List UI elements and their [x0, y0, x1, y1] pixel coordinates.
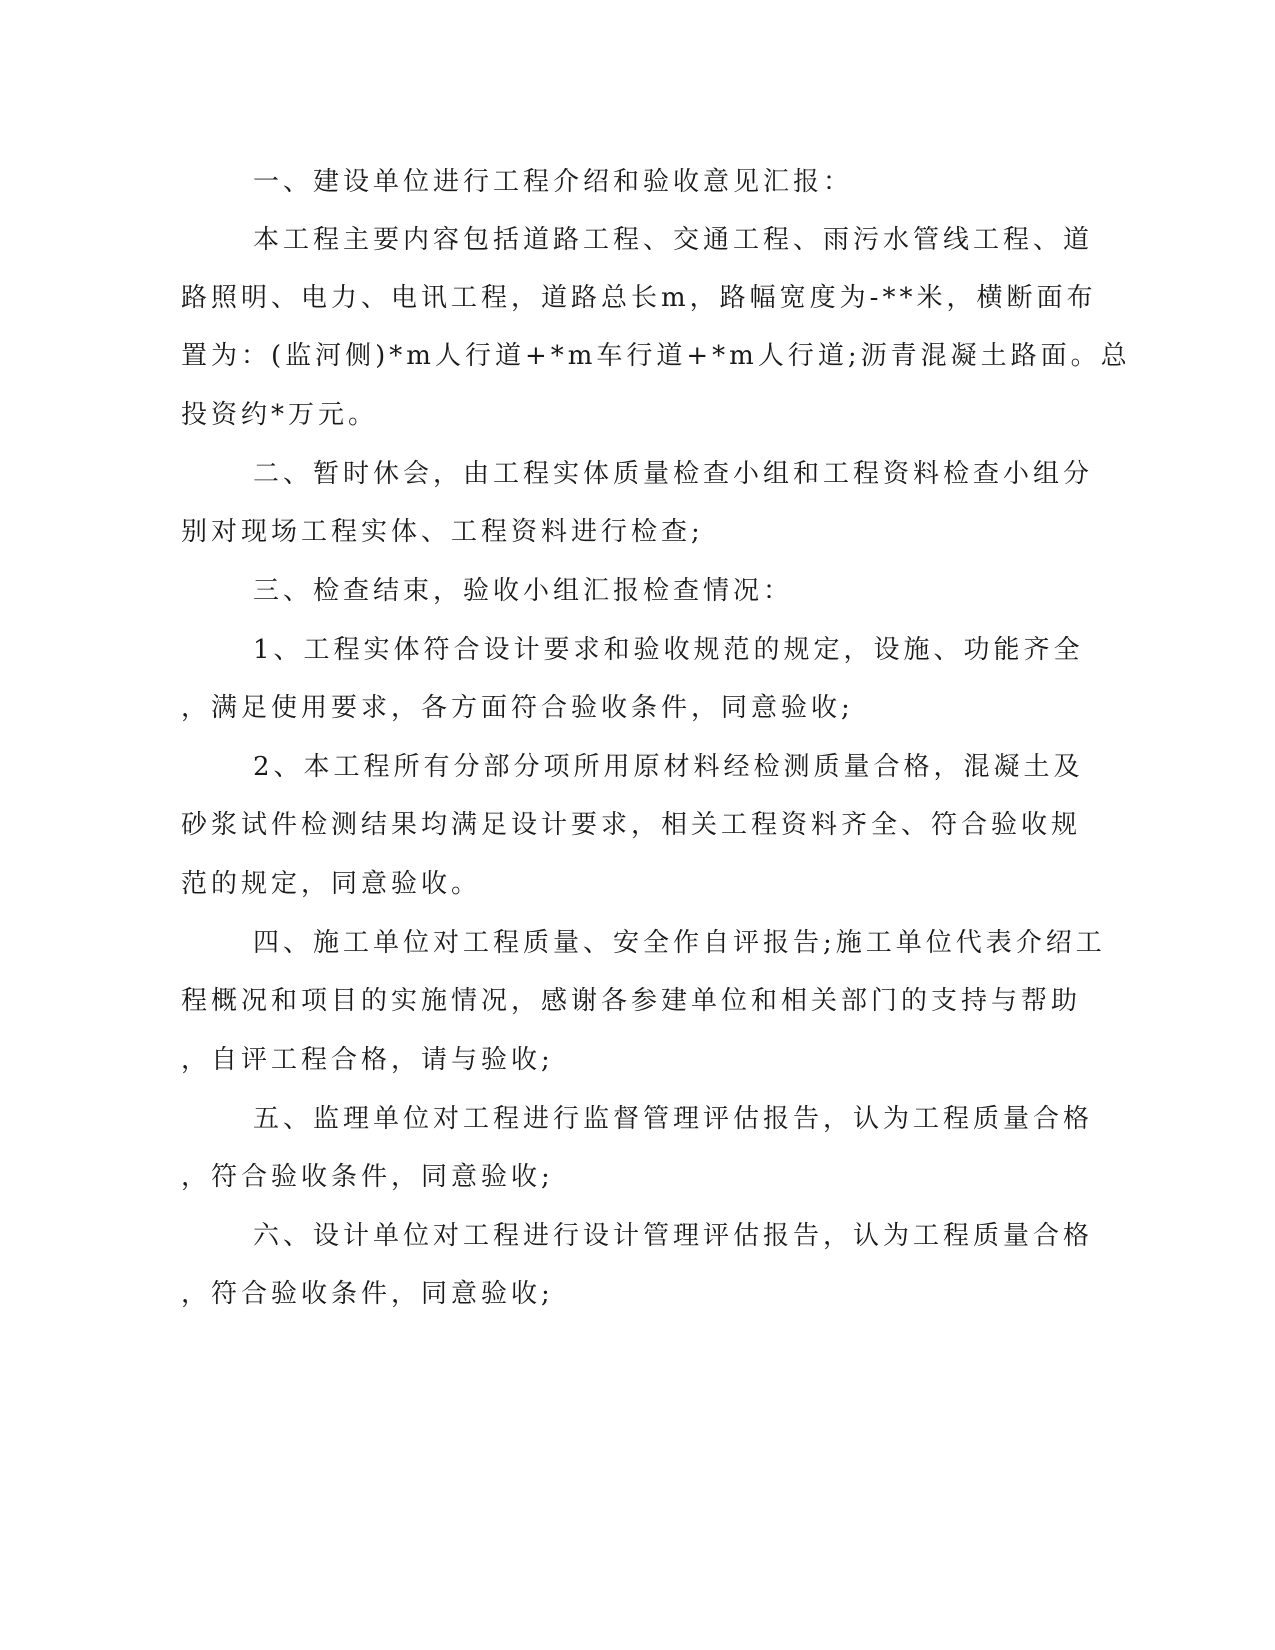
text-line: 1、工程实体符合设计要求和验收规范的规定，设施、功能齐全 [253, 635, 1084, 665]
text-line: 五、监理单位对工程进行监督管理评估报告，认为工程质量合格 [253, 1104, 1094, 1134]
text-line: 本工程主要内容包括道路工程、交通工程、雨污水管线工程、道 [253, 225, 1094, 255]
text-line: ，自评工程合格，请与验收; [181, 1045, 554, 1075]
text-line: 置为：(监河侧)*m人行道+*m车行道+*m人行道;沥青混凝土路面。总 [181, 341, 1131, 371]
text-line: 2、本工程所有分部分项所用原材料经检测质量合格，混凝土及 [253, 752, 1084, 782]
text-line: 程概况和项目的实施情况，感谢各参建单位和相关部门的支持与帮助 [181, 986, 1082, 1016]
text-line: ，满足使用要求，各方面符合验收条件，同意验收; [181, 693, 854, 723]
text-line: ，符合验收条件，同意验收; [181, 1162, 554, 1192]
text-line: 四、施工单位对工程质量、安全作自评报告;施工单位代表介绍工 [253, 928, 1106, 958]
text-line: 二、暂时休会，由工程实体质量检查小组和工程资料检查小组分 [253, 459, 1094, 489]
text-line: 路照明、电力、电讯工程，道路总长m，路幅宽度为-**米，横断面布 [181, 283, 1097, 313]
text-line: 别对现场工程实体、工程资料进行检查; [181, 517, 704, 547]
text-line: ，符合验收条件，同意验收; [181, 1279, 554, 1309]
text-line: 范的规定，同意验收。 [181, 869, 482, 899]
text-line: 一、建设单位进行工程介绍和验收意见汇报： [253, 167, 854, 197]
text-line: 投资约*万元。 [181, 400, 379, 430]
text-line: 三、检查结束，验收小组汇报检查情况： [253, 576, 794, 606]
text-line: 砂浆试件检测结果均满足设计要求，相关工程资料齐全、符合验收规 [181, 810, 1082, 840]
text-line: 六、设计单位对工程进行设计管理评估报告，认为工程质量合格 [253, 1221, 1094, 1251]
